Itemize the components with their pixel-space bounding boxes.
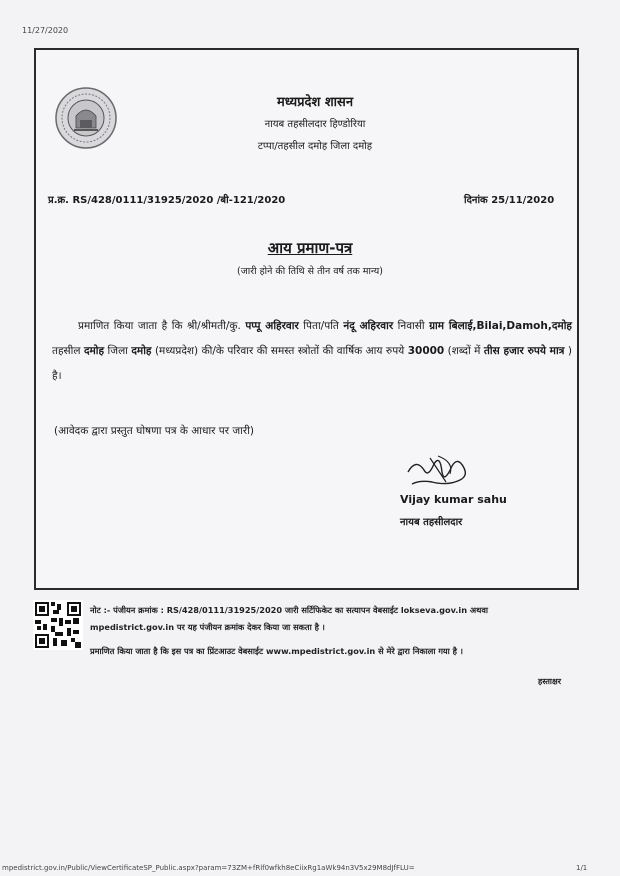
signer-designation: नायब तहसीलदार xyxy=(400,517,463,528)
handwritten-signature-icon xyxy=(402,452,472,490)
print-date: 11/27/2020 xyxy=(22,26,69,35)
printout-note: प्रमाणित किया जाता है कि इस पत्र का प्रिंटआउट वेबसाईट www.mpedistrict.gov.in से मेरे द्वारा निकाला गया है । xyxy=(90,646,463,656)
body-text-6: (मध्यप्रदेश) की/के परिवार की समस्त स्त्रोतों की वार्षिक आय रुपये xyxy=(151,345,408,357)
qr-code-icon xyxy=(33,600,83,650)
verification-note-line-2: mpedistrict.gov.in पर यह पंजीयन क्रमांक देकर किया जा सकता है । xyxy=(90,622,325,632)
tehsil-line: टप्पा/तहसील दमोह जिला दमोह xyxy=(257,141,373,152)
body-text-7: (शब्दों में xyxy=(444,345,484,357)
reference-number: प्र.क्र. RS/428/0111/31925/2020 /बी-121/2020 xyxy=(48,195,286,206)
district-name: दमोह xyxy=(131,345,152,357)
signer-name: Vijay kumar sahu xyxy=(400,493,507,506)
income-amount: 30000 xyxy=(407,345,445,357)
page-number: 1/1 xyxy=(576,864,588,872)
income-in-words: तीस हजार रुपये मात्र xyxy=(483,345,565,357)
body-text-5: जिला xyxy=(104,345,132,357)
body-text-8: ) है। xyxy=(52,345,573,382)
father-name: नंदू अहिरवार xyxy=(343,320,394,332)
office-title: नायब तहसीलदार हिण्डोरिया xyxy=(264,119,366,130)
residence: ग्राम बिलाई,Bilai,Damoh,दमोह xyxy=(429,320,572,332)
issue-basis-note: (आवेदक द्वारा प्रस्तुत घोषणा पत्र के आधार पर जारी) xyxy=(54,425,255,437)
applicant-name: पप्पू अहिरवार xyxy=(245,320,299,332)
signature-label: हस्ताक्षर xyxy=(538,677,561,686)
validity-note: (जारी होने की तिथि से तीन वर्ष तक मान्य) xyxy=(237,266,383,277)
tehsil-name: दमोह xyxy=(83,345,105,357)
certificate-body xyxy=(52,314,572,389)
issue-date: दिनांक 25/11/2020 xyxy=(464,195,555,206)
footer-url: mpedistrict.gov.in/Public/ViewCertificateSP_Public.aspx?param=73ZM+fRlf0wfkh8eCiixRg1aWk94n3V5x29M8dJfFLU= xyxy=(2,864,415,872)
government-title: मध्यप्रदेश शासन xyxy=(276,95,354,110)
certificate-title: आय प्रमाण-पत्र xyxy=(267,239,353,257)
body-text-2: पिता/पति xyxy=(298,320,344,332)
verification-note-line-1: नोट :- पंजीयन क्रमांक : RS/428/0111/31925/2020 जारी सर्टिफिकेट का सत्यापन वेबसाईट lokseva.gov.in अथवा xyxy=(90,605,489,615)
body-text-3: निवासी xyxy=(393,320,430,332)
body-text-4: तहसील xyxy=(52,345,84,357)
mp-government-seal-icon xyxy=(54,86,118,150)
body-text-1: प्रमाणित किया जाता है कि श्री/श्रीमती/कु. xyxy=(78,320,246,332)
